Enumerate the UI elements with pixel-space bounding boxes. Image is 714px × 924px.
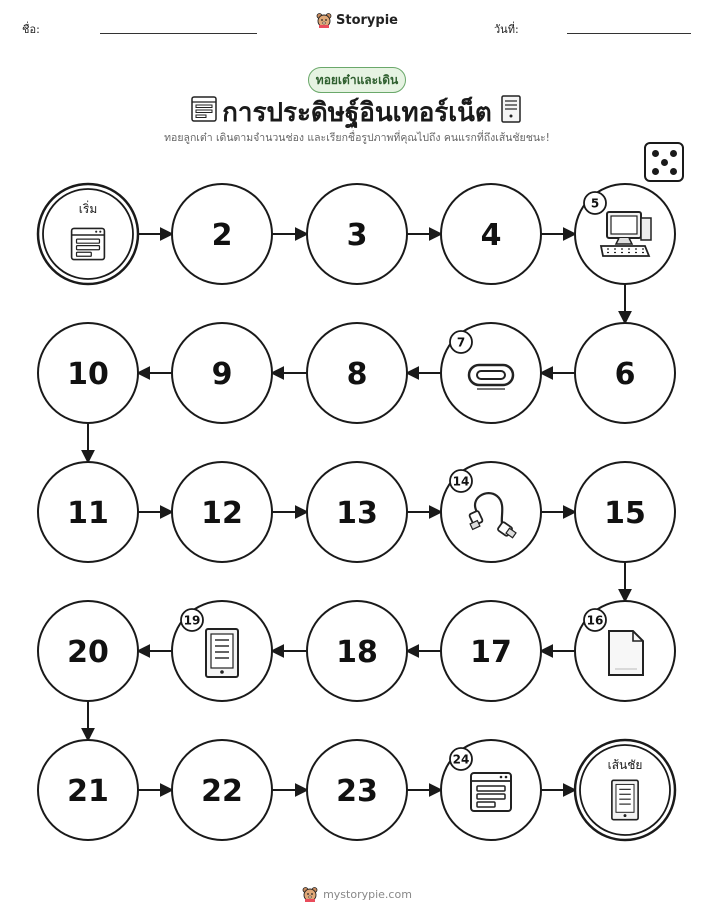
space-number: 23 [336, 774, 378, 809]
board-space-14 [441, 462, 541, 562]
space-number: 8 [346, 357, 368, 392]
name-label: ชื่อ: [22, 23, 40, 36]
space-number: 3 [346, 218, 368, 253]
board-space-1 [38, 184, 138, 284]
space-number: 19 [183, 613, 201, 628]
finish-label: เส้นชัย [607, 758, 643, 772]
desktop-computer-icon [601, 212, 651, 256]
board-space-2 [172, 184, 272, 284]
browser-window-icon [471, 773, 511, 811]
board-space-17 [441, 601, 541, 701]
browser-window-icon [72, 228, 105, 259]
board-space-10 [38, 323, 138, 423]
footer [0, 886, 714, 902]
space-number: 18 [336, 635, 378, 670]
board-space-21 [38, 740, 138, 840]
document-icon [609, 631, 643, 675]
board-space-25 [575, 740, 675, 840]
space-number: 11 [67, 496, 109, 531]
game-type-badge: ทอยเต๋าและเดิน [308, 67, 406, 93]
board-space-13 [307, 462, 407, 562]
board-space-22 [172, 740, 272, 840]
board-space-24 [441, 740, 541, 840]
space-number: 17 [470, 635, 512, 670]
date-label: วันที่: [494, 23, 519, 36]
instructions-text: ทอยลูกเต๋า เดินตามจำนวนช่อง และเรียกชื่อรูปภาพที่คุณไปถึง คนแรกที่ถึงเส้นชัยชนะ! [164, 132, 550, 144]
space-number: 24 [452, 752, 470, 767]
board-space-15 [575, 462, 675, 562]
board-space-5 [575, 184, 675, 284]
space-number: 7 [456, 335, 466, 350]
space-number: 9 [211, 357, 233, 392]
space-number: 14 [452, 474, 470, 489]
board-space-20 [38, 601, 138, 701]
board-space-16 [575, 601, 675, 701]
brand-name: Storypie [336, 12, 398, 28]
bear-icon [302, 886, 318, 902]
server-tower-icon [612, 780, 638, 819]
space-number: 2 [211, 218, 233, 253]
footer-url: mystorypie.com [323, 887, 412, 901]
space-number: 12 [201, 496, 243, 531]
space-number: 15 [604, 496, 646, 531]
space-number: 20 [67, 635, 109, 670]
space-number: 21 [67, 774, 109, 809]
board-space-7 [441, 323, 541, 423]
board-space-19 [172, 601, 272, 701]
space-number: 10 [67, 357, 109, 392]
board-space-12 [172, 462, 272, 562]
board-space-9 [172, 323, 272, 423]
space-number: 22 [201, 774, 243, 809]
space-number: 16 [586, 613, 604, 628]
start-label: เริ่ม [78, 202, 98, 216]
space-number: 6 [614, 357, 636, 392]
server-tower-icon [206, 629, 238, 677]
board-space-4 [441, 184, 541, 284]
space-number: 4 [480, 218, 502, 253]
board-space-3 [307, 184, 407, 284]
space-number: 13 [336, 496, 378, 531]
board-space-6 [575, 323, 675, 423]
board-space-23 [307, 740, 407, 840]
board-space-11 [38, 462, 138, 562]
board-space-18 [307, 601, 407, 701]
page-title: การประดิษฐ์อินเทอร์เน็ต [222, 98, 492, 128]
board-space-8 [307, 323, 407, 423]
space-number: 5 [590, 196, 600, 211]
